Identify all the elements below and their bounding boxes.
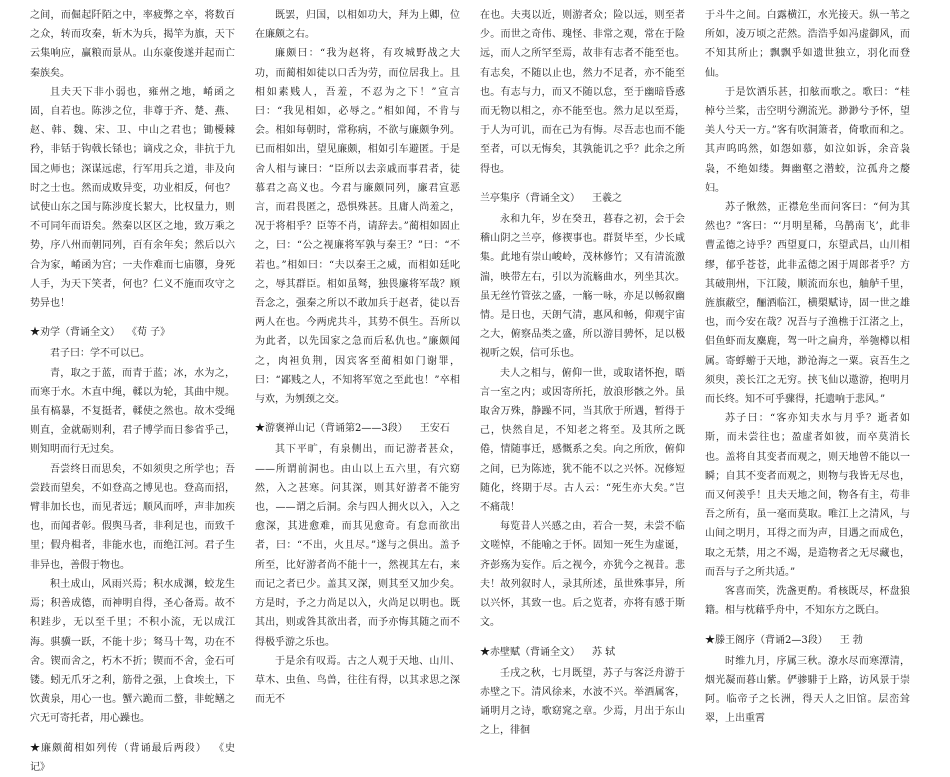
paragraph: 夫人之相与，俯仰一世，或取诸怀抱，晤言一室之内；或因寄所托，放浪形骸之外。虽取舍万殊，静躁不同，当其欣于所遇，暂得于己，快然自足，不知老之将至。及其所之既倦，情随事迁，感慨系之矣。向之所欣，俯仰之间，已为陈迹，犹不能不以之兴怀。况修短随化，终期于尽。古人云：“死生亦大矣。”岂不痛哉！ — [480, 367, 685, 514]
column-3 — [480, 6, 685, 737]
section-title-label: ★廉颇蔺相如列传（背诵最后两段） — [30, 742, 207, 754]
paragraph-continued: 之间，而倔起阡陌之中，率疲弊之卒，将数百之众，转而攻秦，斩木为兵，揭竿为旗，天下云集响应，赢粮而景从。山东豪俊遂并起而亡秦族矣。 — [30, 10, 235, 79]
section-title — [30, 323, 235, 342]
paragraph-continued: 于斗牛之间。白露横江，水光接天。纵一苇之所如，凌万顷之茫然。浩浩乎如冯虚御风，而不知其所止；飘飘乎如遗世独立，羽化而登仙。 — [705, 10, 910, 79]
section-title-label: 兰亭集序（背诵全文） — [480, 192, 580, 204]
text-columns — [30, 6, 938, 773]
column-4 — [705, 6, 910, 725]
section-author: 《史 记》 — [30, 742, 236, 773]
paragraph-continued: 在也。夫夷以近，则游者众；险以远，则至者少。而世之奇伟、瑰怪、非常之观，常在于险远，而人之所罕至焉，故非有志者不能至也。有志矣，不随以止也，然力不足者，亦不能至也。有志与力，而又不随以怠，至于幽暗昏惑而无物以相之，亦不能至也。然力足以至焉，于人为可讥，而在己为有悔。尽吾志也而不能至者，可以无悔矣，其孰能讥之乎？此余之所得也。 — [480, 10, 685, 175]
paragraph: 廉颇曰：“我为赵将，有攻城野战之大功，而蔺相如徒以口舌为劳，而位居我上。且相如素贱人，吾羞，不忍为之下！”宣言曰：“我见相如，必辱之。”相如闻，不肯与会。相如每朝时，常称病，不欲与廉颇争列。已而相如出，望见廉颇，相如引车避匿。于是舍人相与谏曰：“臣所以去亲戚而事君者，徒慕君之高义也。今君与廉颇同列，廉君宣恶言，而君畏匿之，恐惧殊甚。且庸人尚羞之，况于将相乎？臣等不肖，请辞去。”蔺相如固止之，曰：“公之视廉将军孰与秦王？”曰：“不若也。”相如曰：“夫以秦王之威，而相如廷叱之，辱其群臣。相如虽驽，独畏廉将军哉？顾吾念之，强秦之所以不敢加兵于赵者，徒以吾两人在也。今两虎共斗，其势不俱生。吾所以为此者，以先国家之急而后私仇也。”廉颇闻之，肉袒负荆，因宾客至蔺相如门谢罪，曰：“鄙贱之人，不知将军宽之至此也！”卒相与欢，为刎颈之交。 — [255, 48, 460, 406]
paragraph: 永和九年，岁在癸丑，暮春之初，会于会稽山阴之兰亭，修禊事也。群贤毕至，少长咸集。此地有崇山峻岭，茂林修竹；又有清流激湍，映带左右，引以为流觞曲水，列坐其次。虽无丝竹管弦之盛，一觞一咏，亦足以畅叙幽情。是日也，天朗气清，惠风和畅，仰观宇宙之大，俯察品类之盛，所以游目骋怀，足以极视听之娱，信可乐也。 — [480, 214, 685, 360]
paragraph: 于是饮酒乐甚，扣舷而歌之。歌曰：“桂棹兮兰桨，击空明兮溯流光。渺渺兮予怀，望美人兮天一方。”客有吹洞箫者，倚歌而和之。其声呜呜然，如怨如慕，如泣如诉，余音袅袅，不绝如缕。舞幽壑之潜蛟，泣孤舟之嫠妇。 — [705, 86, 910, 194]
paragraph: 青，取之于蓝，而青于蓝；冰，水为之，而寒于水。木直中绳，輮以为轮，其曲中规。虽有槁暴，不复挺者，輮使之然也。故木受绳则直，金就砺则利，君子博学而日参省乎己，则知明而行无过矣。 — [30, 367, 235, 456]
paragraph: 其下平旷，有泉侧出，而记游者甚众，——所谓前洞也。由山以上五六里，有穴窈然，入之甚寒。问其深，则其好游者不能穷也，——谓之后洞。余与四人拥火以入，入之愈深，其进愈难，而其见愈奇。有怠而欲出者，曰：“不出，火且尽。”遂与之俱出。盖予所至，比好游者尚不能十一，然视其左右，来而记之者已少。盖其又深，则其至又加少矣。方是时，予之力尚足以入，火尚足以明也。既其出，则或咎其欲出者，而予亦悔其随之而不得极乎游之乐也。 — [255, 444, 460, 648]
section-title-label: ★滕王阁序（背诵2—3段） — [705, 634, 828, 646]
section-author: 《荀 子》 — [132, 327, 171, 339]
section-title — [705, 631, 910, 650]
paragraph: 客喜而笑，洗盏更酌。肴核既尽，杯盘狼籍。相与枕藉乎舟中，不知东方之既白。 — [705, 586, 910, 617]
paragraph: 且夫天下非小弱也，雍州之地，崤函之固，自若也。陈涉之位，非尊于齐、楚、燕、赵、韩、魏、宋、卫、中山之君也；锄櫌棘矜，非铦于钩戟长铩也；谪戍之众，非抗于九国之师也；深谋远虑，行军用兵之道，非及向时之士也。然而成败异变，功业相反，何也？试使山东之国与陈涉度长絜大，比权量力，则不可同年而语矣。然秦以区区之地，致万乘之势，序八州而朝同列，百有余年矣；然后以六合为家，崤函为宫；一夫作难而七庙隳，身死人手，为天下笑者，何也？仁义不施而攻守之势异也！ — [30, 86, 235, 310]
paragraph: 苏子曰：“客亦知夫水与月乎？逝者如斯，而未尝往也；盈虚者如彼，而卒莫消长也。盖将自其变者而观之，则天地曾不能以一瞬；自其不变者而观之，则物与我皆无尽也，而又何羡乎！且夫天地之间，物各有主，苟非吾之所有，虽一毫而莫取。唯江上之清风，与山间之明月，耳得之而为声，目遇之而成色，取之无禁，用之不竭，是造物者之无尽藏也，而吾与子之所共适。” — [705, 413, 910, 578]
paragraph: 时维九月，序属三秋。潦水尽而寒潭清，烟光凝而暮山紫。俨骖騑于上路，访风景于崇阿。临帝子之长洲，得天人之旧馆。层峦耸翠，上出重霄 — [705, 655, 910, 725]
paragraph: 于是余有叹焉。古之人观于天地、山川、草木、虫鱼、鸟兽，往往有得，以其求思之深而无不 — [255, 655, 460, 706]
section-author: 王 勃 — [839, 634, 863, 646]
section-title — [480, 643, 685, 662]
section-title — [480, 189, 685, 208]
section-title — [255, 419, 460, 438]
section-author: 王安石 — [419, 423, 450, 435]
section-title — [30, 739, 235, 777]
paragraph: 每览昔人兴感之由，若合一契，未尝不临文嗟悼，不能喻之于怀。固知一死生为虚诞，齐彭殇为妄作。后之视今，亦犹今之视昔。悲夫！故列叙时人，录其所述，虽世殊事异，所以兴怀，其致一也。后之览者，亦将有感于斯文。 — [480, 521, 685, 629]
section-author: 苏 轼 — [592, 646, 616, 658]
paragraph: 苏子愀然，正襟危坐而问客曰：“何为其然也？”客曰：“‘月明星稀，乌鹊南飞’，此非曹孟德之诗乎？西望夏口，东望武昌，山川相缪，郁乎苍苍，此非孟德之困于周郎者乎？方其破荆州，下江陵，顺流而东也，舳舻千里，旌旗蔽空，酾酒临江，横槊赋诗，固一世之雄也，而今安在哉？况吾与子渔樵于江渚之上，侣鱼虾而友麋鹿，驾一叶之扁舟，举匏樽以相属。寄蜉蝣于天地，渺沧海之一粟。哀吾生之须臾，羡长江之无穷。挟飞仙以遨游，抱明月而长终。知不可乎骤得，托遗响于悲风。” — [705, 202, 910, 406]
column-2 — [255, 6, 460, 706]
paragraph: 既罢，归国，以相如功大，拜为上卿，位在廉颇之右。 — [255, 10, 460, 41]
section-author: 王羲之 — [592, 192, 622, 204]
paragraph: 君子曰：学不可以已。 — [50, 348, 150, 360]
section-title-label: ★劝学（背诵全文） — [30, 327, 120, 339]
paragraph: 积土成山，风雨兴焉；积水成渊，蛟龙生焉；积善成德，而神明自得，圣心备焉。故不积跬步，无以至千里；不积小流，无以成江海。骐骥一跃，不能十步；驽马十驾，功在不舍。锲而舍之，朽木不折；锲而不舍，金石可镂。蚓无爪牙之利，筋骨之强，上食埃土，下饮黄泉，用心一也。蟹六跪而二螯，非蛇鳝之穴无可寄托者，用心躁也。 — [30, 578, 235, 725]
paragraph: 壬戌之秋，七月既望，苏子与客泛舟游于赤壁之下。清风徐来，水波不兴。举酒属客，诵明月之诗，歌窈窕之章。少焉，月出于东山之上，徘徊 — [480, 667, 685, 737]
section-title-label: ★赤壁赋（背诵全文） — [480, 646, 580, 658]
column-1 — [30, 6, 236, 773]
paragraph: 吾尝终日而思矣，不如须臾之所学也；吾尝跂而望矣，不如登高之博见也。登高而招，臂非加长也，而见者远；顺风而呼，声非加疾也，而闻者彰。假舆马者，非利足也，而致千里；假舟楫者，非能水也，而绝江河。君子生非异也，善假于物也。 — [30, 463, 235, 571]
section-title-label: ★游褒禅山记（背诵第2——3段） — [255, 423, 408, 435]
